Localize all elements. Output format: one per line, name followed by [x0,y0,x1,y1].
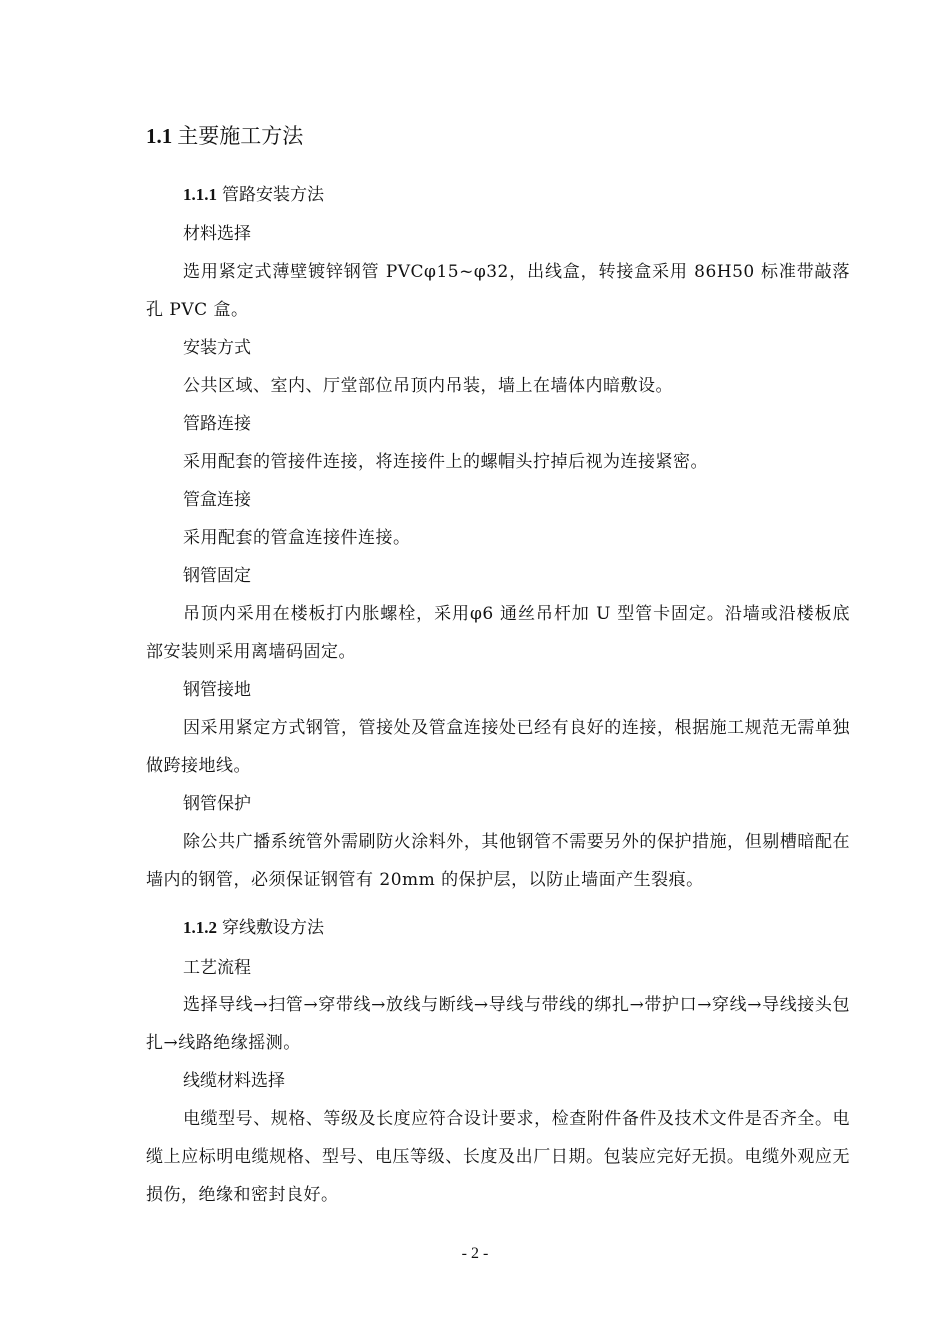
subsection-heading-1 [183,182,324,208]
item-paragraph: 选用紧定式薄壁镀锌钢管 PVCφ15~φ32，出线盒，转接盒采用 86H50 标准带敲落孔 PVC 盒。 [146,262,850,320]
item-paragraph: 除公共广播系统管外需刷防火涂料外，其他钢管不需要另外的保护措施，但剔槽暗配在墙内的钢管，必须保证钢管有 20mm 的保护层，以防止墙面产生裂痕。 [146,832,850,890]
item-heading: 线缆材料选择 [183,1071,285,1091]
item-paragraph: 采用配套的管盒连接件连接。 [183,528,411,548]
subsection-heading-2 [183,915,324,941]
page-number: - 2 - [461,1245,489,1262]
subsection-number: 1.1.1 [183,185,217,204]
section-title: 主要施工方法 [177,124,304,148]
item-heading: 钢管接地 [183,680,251,700]
item-heading: 钢管固定 [183,566,251,586]
item-paragraph: 吊顶内采用在楼板打内胀螺栓，采用φ6 通丝吊杆加 U 型管卡固定。沿墙或沿楼板底部安装则采用离墙码固定。 [146,604,850,662]
item-heading: 安装方式 [183,338,251,358]
item-heading: 材料选择 [183,224,251,244]
item-paragraph: 因采用紧定方式钢管，管接处及管盒连接处已经有良好的连接，根据施工规范无需单独做跨接地线。 [146,718,850,776]
item-paragraph: 电缆型号、规格、等级及长度应符合设计要求，检查附件备件及技术文件是否齐全。电缆上应标明电缆规格、型号、电压等级、长度及出厂日期。包装应完好无损。电缆外观应无损伤，绝缘和密封良好。 [146,1109,850,1205]
subsection-number: 1.1.2 [183,918,217,937]
item-heading: 管路连接 [183,414,251,434]
subsection-title: 管路安装方法 [222,185,324,205]
item-paragraph: 采用配套的管接件连接，将连接件上的螺帽头拧掉后视为连接紧密。 [183,452,708,472]
section-number: 1.1 [146,124,173,148]
subsection-title: 穿线敷设方法 [222,918,324,938]
item-paragraph: 选择导线→扫管→穿带线→放线与断线→导线与带线的绑扎→带护口→穿线→导线接头包扎→线路绝缘摇测。 [146,995,850,1053]
item-heading: 工艺流程 [183,958,251,978]
item-heading: 钢管保护 [183,794,251,814]
item-paragraph: 公共区域、室内、厅堂部位吊顶内吊装，墙上在墙体内暗敷设。 [183,376,673,396]
section-heading [146,121,303,151]
item-heading: 管盒连接 [183,490,251,510]
